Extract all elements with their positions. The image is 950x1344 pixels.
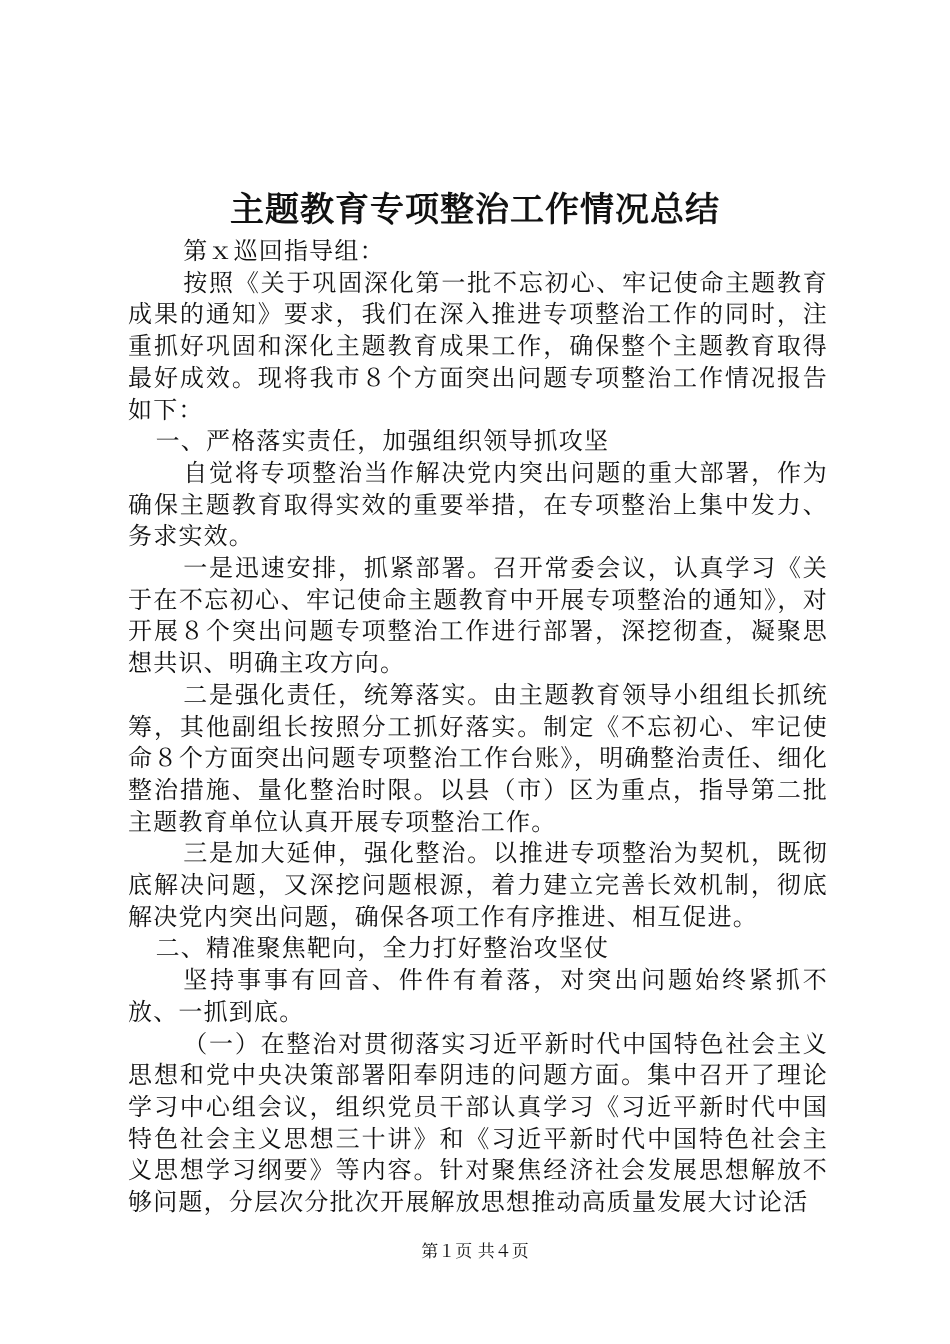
salutation-line: 第ｘ巡回指导组： [183, 237, 385, 265]
section-heading: 一、严格落实责任，加强组织领导抓攻坚 [155, 427, 610, 456]
body-paragraph: 坚持事事有回音、件件有着落，对突出问题始终紧抓不放、一抓到底。 [128, 966, 828, 1026]
document-title: 主题教育专项整治工作情况总结 [230, 190, 720, 230]
body-paragraph: 自觉将专项整治当作解决党内突出问题的重大部署，作为确保主题教育取得实效的重要举措，在专项整治上集中发力、务求实效。 [128, 458, 828, 551]
body-paragraph: （一）在整治对贯彻落实习近平新时代中国特色社会主义思想和党中央决策部署阳奉阴违的问题方面。集中召开了理论学习中心组会议，组织党员干部认真学习《习近平新时代中国特色社会主义思想三十讲》和《习近平新时代中国特色社会主义思想学习纲要》等内容。针对聚焦经济社会发展思想解放不够问题，分层次分批次开展解放思想推动高质量发展大讨论活 [128, 1029, 828, 1217]
body-paragraph: 按照《关于巩固深化第一批不忘初心、牢记使命主题教育成果的通知》要求，我们在深入推进专项整治工作的同时，注重抓好巩固和深化主题教育成果工作，确保整个主题教育取得最好成效。现将我市８个方面突出问题专项整治工作情况报告如下： [128, 268, 828, 424]
document-body [128, 236, 828, 1219]
body-paragraph: 三是加大延伸，强化整治。以推进专项整治为契机，既彻底解决问题，又深挖问题根源，着力建立完善长效机制，彻底解决党内突出问题，确保各项工作有序推进、相互促进。 [128, 839, 828, 931]
section-heading: 二、精准聚焦靶向，全力打好整治攻坚仗 [155, 934, 610, 963]
page-footer: 第１页 共４页 [421, 1242, 529, 1262]
body-paragraph: 二是强化责任，统筹落实。由主题教育领导小组组长抓统筹，其他副组长按照分工抓好落实。制定《不忘初心、牢记使命８个方面突出问题专项整治工作台账》，明确整治责任、细化整治措施、量化整治时限。以县（市）区为重点，指导第二批主题教育单位认真开展专项整治工作。 [128, 680, 828, 836]
body-paragraph: 一是迅速安排，抓紧部署。召开常委会议，认真学习《关于在不忘初心、牢记使命主题教育中开展专项整治的通知》，对开展８个突出问题专项整治工作进行部署，深挖彻查，凝聚思想共识、明确主攻方向。 [128, 554, 828, 678]
